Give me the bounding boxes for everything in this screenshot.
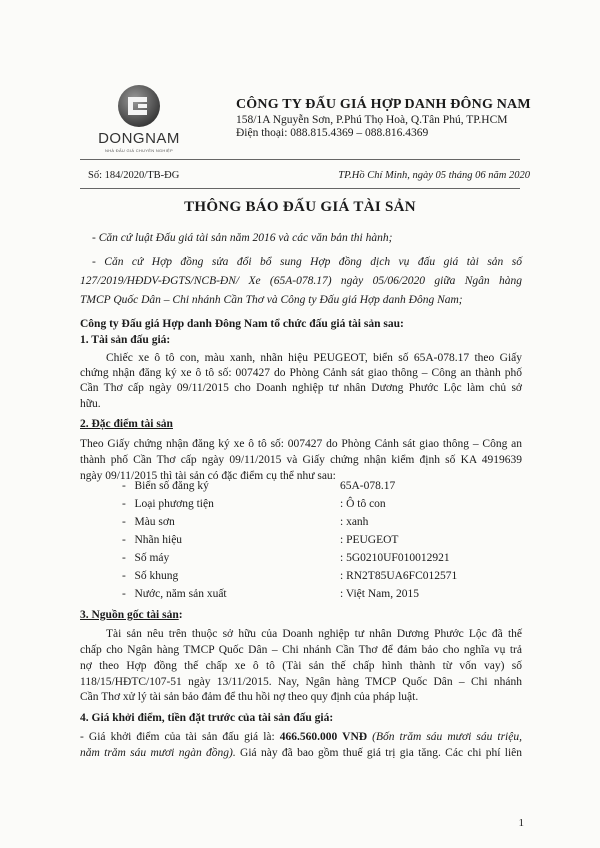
spec-value: : RN2T85UA6FC012571	[340, 570, 458, 582]
basis-line: - Căn cứ luật Đấu giá tài sản năm 2016 và các văn bản thi hành;	[92, 232, 393, 244]
section3-line: Tài sản nêu trên thuộc sở hữu của Doanh nghiệp tư nhân Dương Phước Lộc đã thế	[106, 628, 522, 640]
starting-price: 466.560.000 VNĐ	[279, 731, 368, 743]
basis-line: TMCP Quốc Dân – Chi nhánh Cần Thơ và Công ty Đấu giá Hợp danh Đông Nam;	[80, 294, 463, 306]
price-in-words: (Bốn trăm sáu mươi sáu triệu,	[367, 731, 522, 743]
section3-heading-colon: :	[178, 609, 183, 621]
spec-row: - Số máy	[122, 552, 170, 564]
section2-line: ngày 09/11/2015 thì tài sản có đặc điểm cụ thể như sau:	[80, 470, 336, 482]
basis-line: - Căn cứ Hợp đồng sửa đổi bổ sung Hợp đồng dịch vụ đấu giá tài sản số	[92, 256, 522, 268]
page-number: 1	[518, 817, 524, 829]
spec-label: Màu sơn	[134, 516, 175, 528]
spec-row: - Biển số đăng ký	[122, 480, 209, 492]
page-title: THÔNG BÁO ĐẤU GIÁ TÀI SẢN	[184, 199, 416, 215]
section3-line: 118/15/HĐTC/107-51 ngày 13/11/2015. Nay, Ngân hàng TMCP Quốc Dân – Chi nhánh	[80, 676, 522, 688]
spec-label: Nước, năm sản xuất	[134, 588, 227, 600]
section4-line	[80, 731, 522, 743]
dongnam-logo-icon	[117, 84, 161, 128]
section-heading	[80, 334, 170, 346]
section1-heading: 1. Tài sản đấu giá	[80, 334, 167, 346]
spec-label: Số khung	[134, 570, 179, 582]
company-address: 158/1A Nguyễn Sơn, P.Phú Thọ Hoà, Q.Tân Phú, TP.HCM	[236, 114, 508, 126]
spec-value: : Việt Nam, 2015	[340, 588, 419, 600]
company-logo	[96, 84, 182, 164]
place-date: TP.Hồ Chí Minh, ngày 05 tháng 06 năm 2020	[338, 170, 530, 181]
section2-line: thành phố Cần Thơ cấp ngày 09/11/2015 và Giấy chứng nhận kiểm định số KA 4919639	[80, 454, 522, 466]
section1-line: chứng nhận đăng ký xe ô tô số: 007427 do Phòng Cảnh sát giao thông – Công an thành phố	[80, 367, 522, 379]
section3-line: Cần Thơ xử lý tài sản bảo đảm để thu hồi nợ theo quy định của pháp luật.	[80, 691, 419, 703]
logo-tagline: NHÀ ĐẤU GIÁ CHUYÊN NGHIỆP	[105, 148, 173, 153]
subheader-divider	[80, 188, 520, 189]
price-in-words-cont: năm trăm sáu mươi ngàn đồng).	[80, 747, 236, 759]
section2-line: Theo Giấy chứng nhận đăng ký xe ô tô số: 007427 do Phòng Cảnh sát giao thông – Công an	[80, 438, 522, 450]
spec-value: 65A-078.17	[340, 480, 396, 492]
logo-wordmark: DONGNAM	[98, 130, 180, 147]
document-number: Số: 184/2020/TB-ĐG	[88, 170, 180, 181]
section3-heading: 3. Nguồn gốc tài sản	[80, 609, 179, 621]
section4-heading: 4. Giá khởi điểm, tiền đặt trước của tài sản đấu giá:	[80, 712, 334, 724]
section1-line: hữu.	[80, 398, 101, 410]
spec-row: - Số khung	[122, 570, 179, 582]
section-heading	[80, 609, 183, 621]
company-name: CÔNG TY ĐẤU GIÁ HỢP DANH ĐÔNG NAM	[236, 97, 531, 112]
spec-value: : Ô tô con	[340, 498, 386, 510]
spec-row: - Màu sơn	[122, 516, 175, 528]
spec-value: : xanh	[340, 516, 369, 528]
section3-line: nợ theo Hợp đồng thế chấp xe ô tô (Tài sản thế chấp hình thành từ vốn vay) số	[80, 660, 522, 672]
spec-value: : PEUGEOT	[340, 534, 399, 546]
spec-row: - Loại phương tiện	[122, 498, 214, 510]
spec-label: Nhãn hiệu	[134, 534, 183, 546]
company-phone: Điện thoại: 088.815.4369 – 088.816.4369	[236, 127, 429, 139]
spec-label: Số máy	[134, 552, 170, 564]
spec-label: Biển số đăng ký	[134, 480, 209, 492]
spec-label: Loại phương tiện	[134, 498, 214, 510]
section1-heading-colon: :	[166, 334, 171, 346]
basis-line: 127/2019/HĐDV-ĐGTS/NCB-ĐN/ Xe (65A-078.17) ngày 05/06/2020 giữa Ngân hàng	[80, 275, 522, 287]
spec-row: - Nhãn hiệu	[122, 534, 183, 546]
section1-line: Cần Thơ cấp ngày 09/11/2015 cho Doanh nghiệp tư nhân Dương Phước Lộc làm chủ sở	[80, 382, 522, 394]
section3-line: chấp cho Ngân hàng TMCP Quốc Dân – Chi nhánh Cần Thơ để đảm bảo cho nghĩa vụ trả	[80, 644, 522, 656]
section2-heading: 2. Đặc điểm tài sản	[80, 418, 173, 430]
spec-row: - Nước, năm sản xuất	[122, 588, 227, 600]
section1-line: Chiếc xe ô tô con, màu xanh, nhãn hiệu PEUGEOT, biển số 65A-078.17 theo Giấy	[106, 352, 522, 364]
intro-text: Công ty Đấu giá Hợp danh Đông Nam tổ chức đấu giá tài sản sau:	[80, 318, 404, 330]
header-divider	[80, 159, 520, 160]
spec-value: : 5G0210UF010012921	[340, 552, 450, 564]
price-label: - Giá khởi điểm của tài sản đấu giá là:	[80, 731, 280, 743]
price-note: Giá này đã bao gồm thuế giá trị gia tăng. Các chi phí liên	[235, 747, 522, 759]
section4-line	[80, 747, 522, 759]
